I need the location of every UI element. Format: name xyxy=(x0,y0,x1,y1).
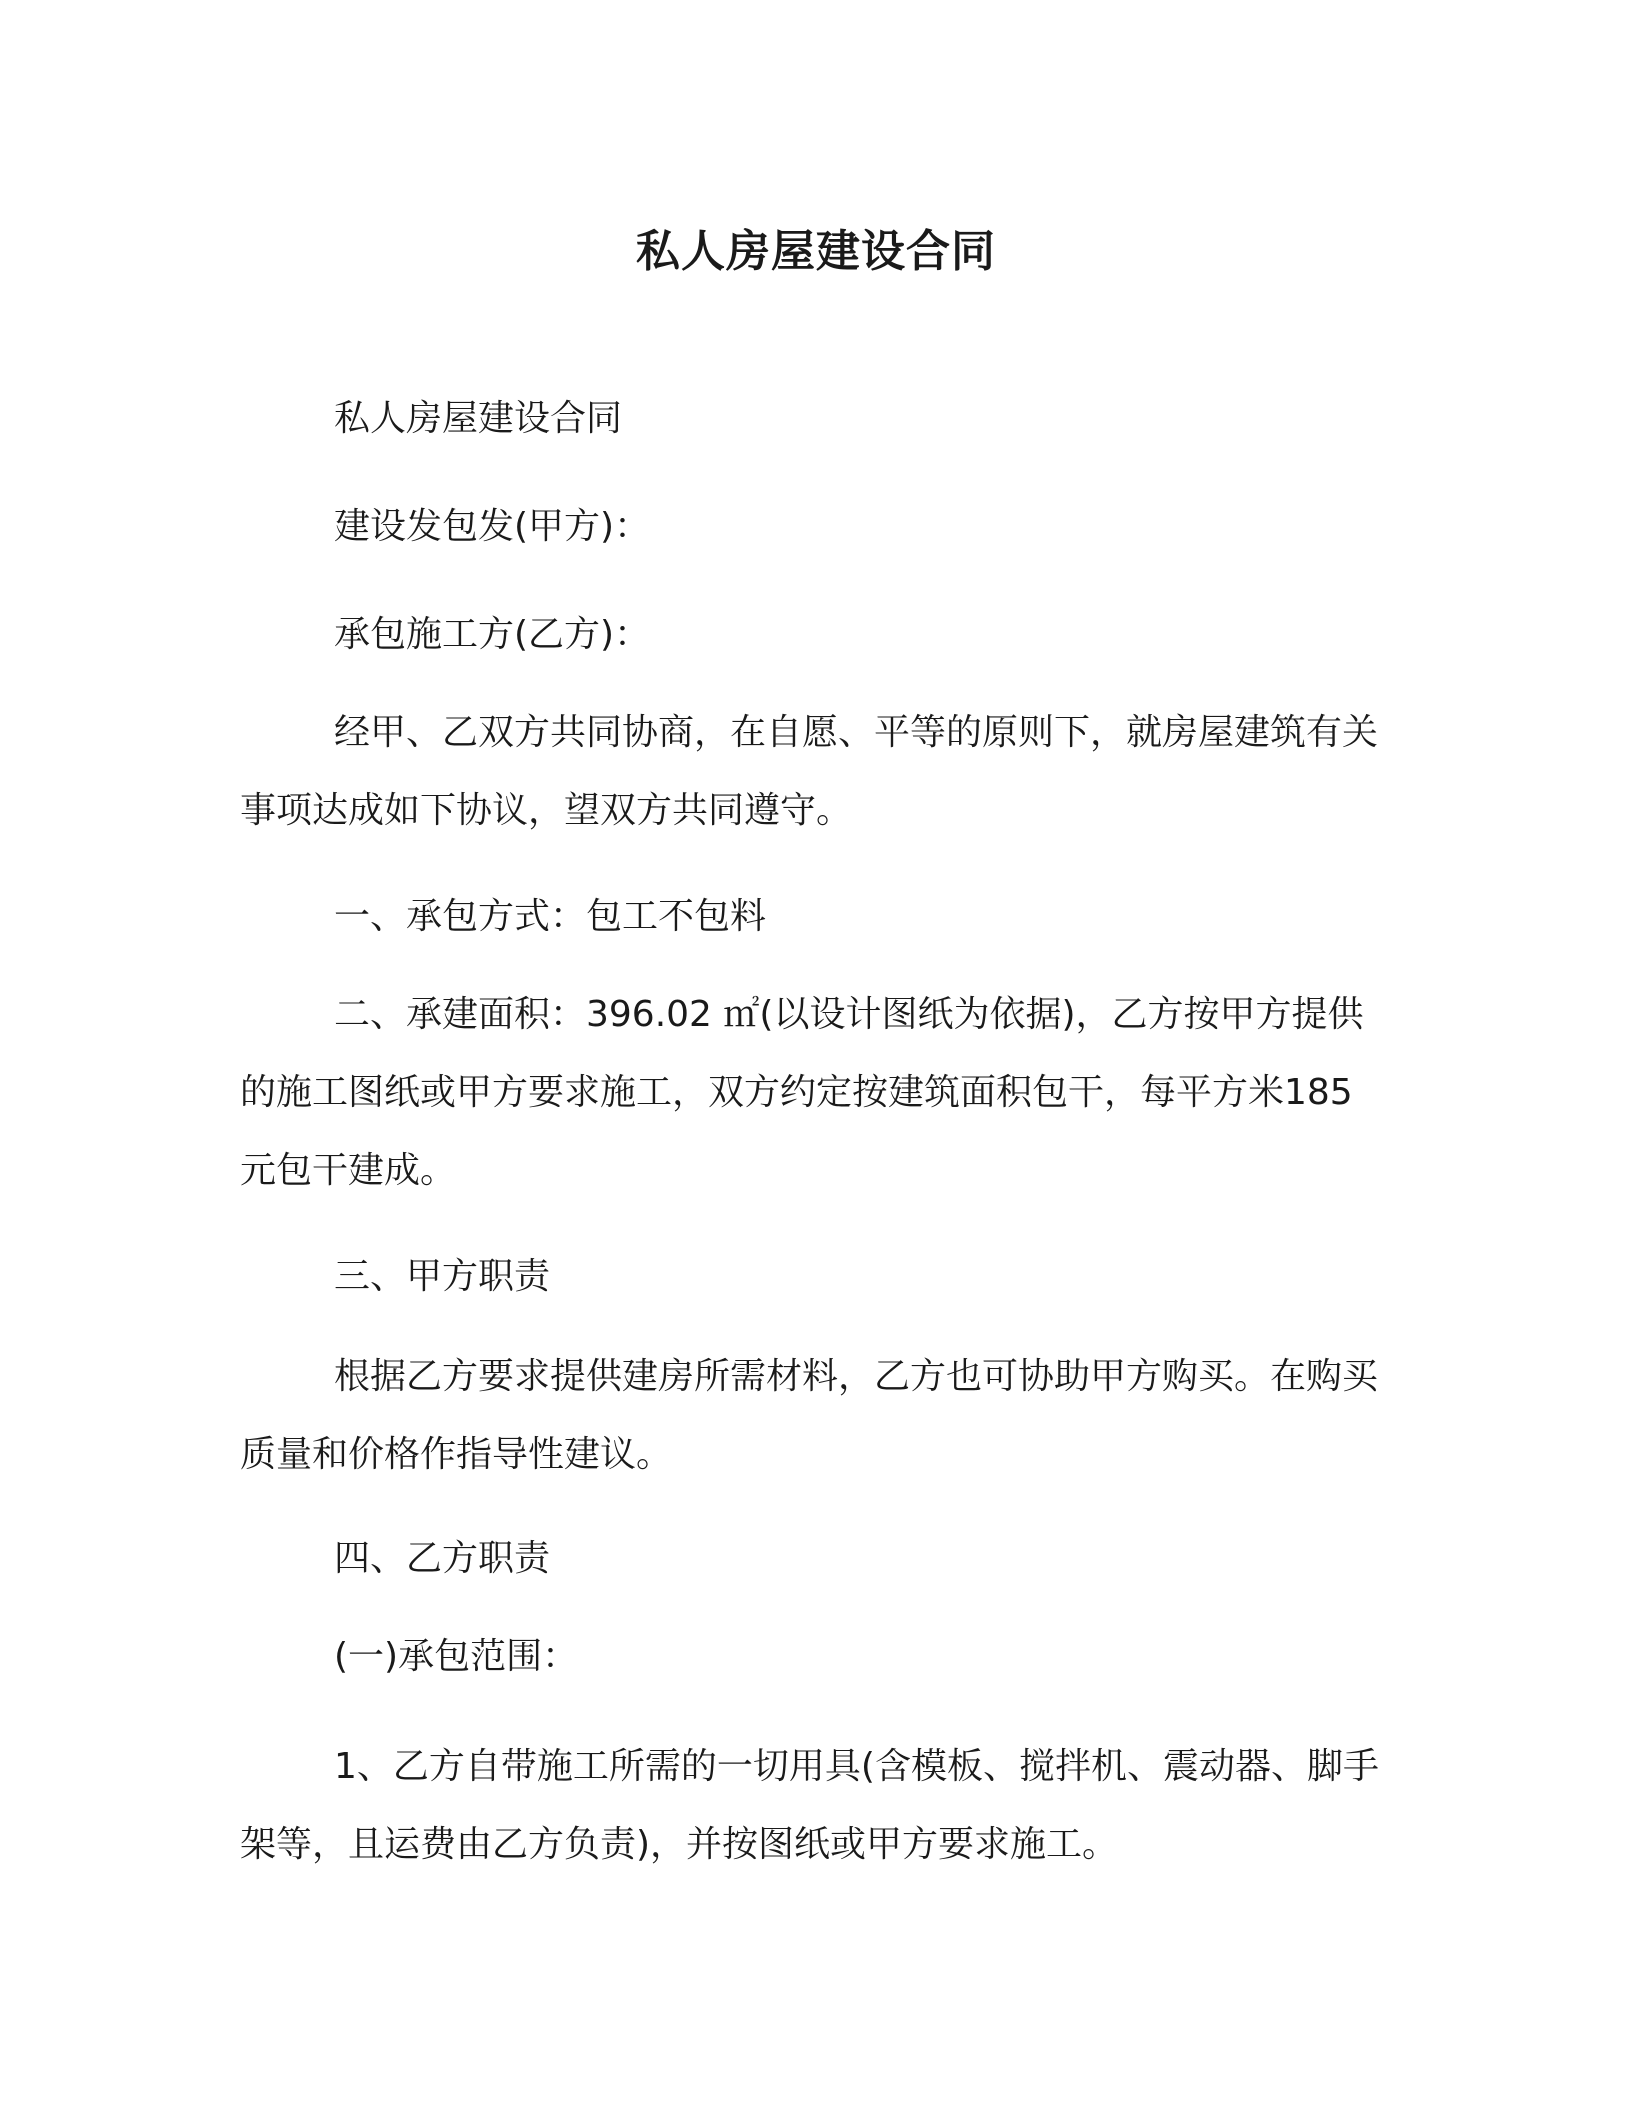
paragraph-party-b: 承包施工方(乙方)： xyxy=(334,614,651,655)
paragraph-item-1: 1、乙方自带施工所需的一切用具(含模板、搅拌机、震动器、脚手架等，且运费由乙方负责)，并按图纸或甲方要求施工。 xyxy=(240,1746,1379,1865)
paragraph-subsection-1: (一)承包范围： xyxy=(334,1636,579,1677)
paragraph-section-1: 一、承包方式：包工不包料 xyxy=(334,896,767,937)
paragraph-party-a: 建设发包发(甲方)： xyxy=(334,506,651,547)
paragraph-heading-repeat: 私人房屋建设合同 xyxy=(334,398,623,439)
paragraph-section-3: 三、甲方职责 xyxy=(334,1256,551,1297)
paragraph-section-3-body: 根据乙方要求提供建房所需材料，乙方也可协助甲方购买。在购买质量和价格作指导性建议。 xyxy=(240,1356,1379,1475)
document-title: 私人房屋建设合同 xyxy=(636,226,996,277)
paragraph-section-4: 四、乙方职责 xyxy=(334,1538,551,1579)
paragraph-section-2: 二、承建面积：396.02 ㎡(以设计图纸为依据)，乙方按甲方提供的施工图纸或甲方要求施工，双方约定按建筑面积包干，每平方米185 元包干建成。 xyxy=(240,994,1364,1191)
paragraph-preamble: 经甲、乙双方共同协商，在自愿、平等的原则下，就房屋建筑有关事项达成如下协议，望双方共同遵守。 xyxy=(240,712,1379,831)
